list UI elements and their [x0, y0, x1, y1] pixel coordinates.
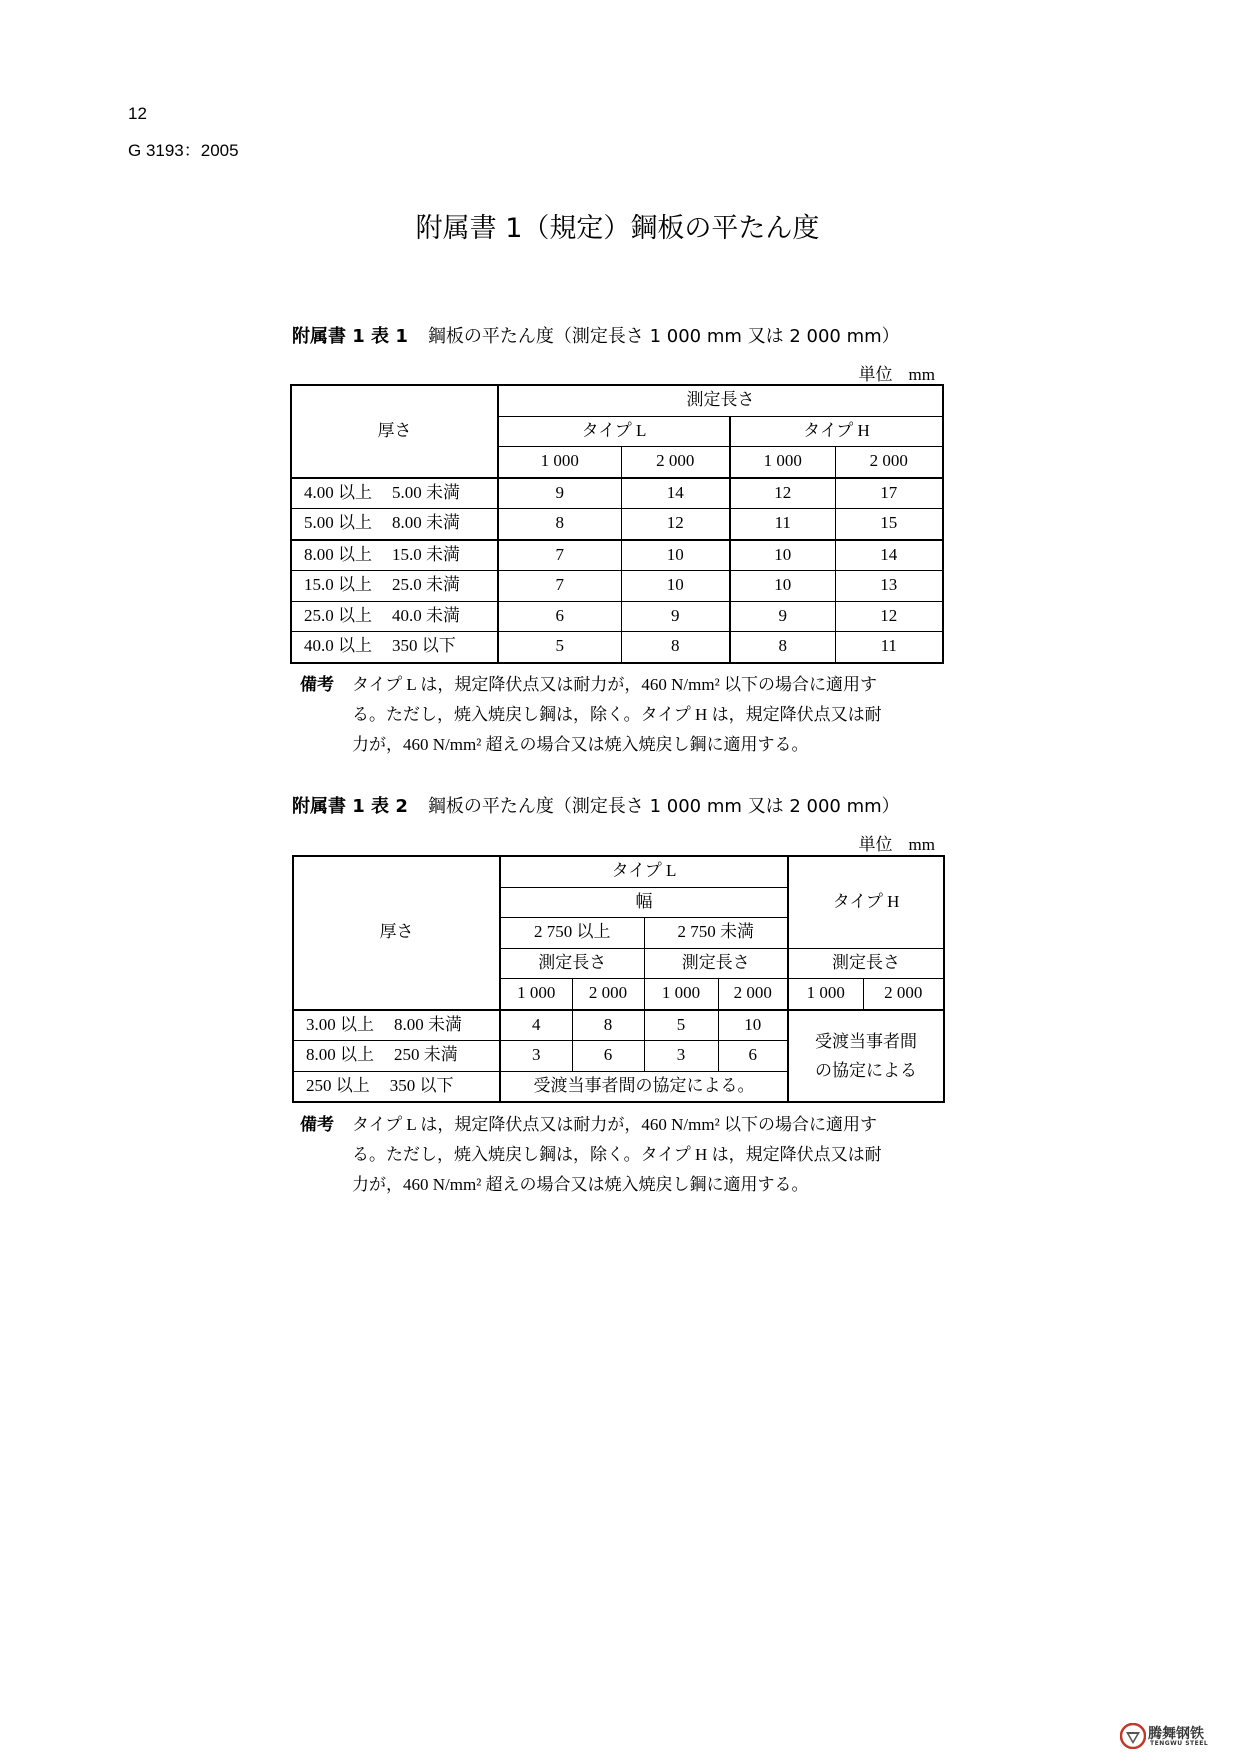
- table1-cell: 7: [498, 540, 621, 571]
- table2-cell: 3: [644, 1041, 718, 1072]
- table1-len-1000-l: 1 000: [498, 447, 621, 478]
- table-row: [291, 478, 943, 509]
- table2-header-width: 幅: [500, 887, 788, 918]
- table1-unit-value: mm: [908, 365, 935, 384]
- table1-cell: 9: [621, 601, 730, 632]
- table2-cell: 5: [644, 1010, 718, 1041]
- table2-thickness-cell: 3.00 以上 8.00 未満: [293, 1010, 500, 1041]
- table1-thickness-cell: 5.00 以上 8.00 未満: [291, 509, 498, 540]
- table1-cell: 12: [730, 478, 835, 509]
- table2-width-ge: 2 750 以上: [500, 918, 644, 949]
- table2-len-2000: 2 000: [863, 979, 944, 1010]
- table1-label: 附属書 1 表 1: [292, 326, 408, 347]
- remark-line: る。ただし，焼入焼戻し鋼は，除く。タイプ H は，規定降伏点又は耐: [352, 1145, 882, 1164]
- table1-thickness-cell: 25.0 以上 40.0 未満: [291, 601, 498, 632]
- table1-cell: 14: [621, 478, 730, 509]
- table1-len-1000-h: 1 000: [730, 447, 835, 478]
- remark-line: る。ただし，焼入焼戻し鋼は，除く。タイプ H は，規定降伏点又は耐: [352, 705, 882, 724]
- table1-cell: 5: [498, 632, 621, 663]
- table1-remark: [300, 670, 940, 760]
- table1-cell: 11: [730, 509, 835, 540]
- table2-measure-h: 測定長さ: [788, 948, 944, 979]
- page-number: 12: [128, 104, 147, 123]
- logo-text-cn: 腾舞钢铁: [1148, 1726, 1204, 1742]
- table-row: [291, 601, 943, 632]
- table-row: [291, 571, 943, 602]
- table2-cell: 8: [572, 1010, 644, 1041]
- table1-cell: 10: [621, 571, 730, 602]
- table1-header-thickness: 厚さ: [291, 385, 498, 478]
- table-row: [293, 1010, 944, 1041]
- table1-thickness-cell: 4.00 以上 5.00 未満: [291, 478, 498, 509]
- table1-caption-text: 鋼板の平たん度（測定長さ 1 000 mm 又は 2 000 mm）: [427, 326, 900, 347]
- table1-header-type-l: タイプ L: [498, 416, 730, 447]
- table1-unit-label: 単位: [858, 365, 893, 384]
- table1-cell: 8: [498, 509, 621, 540]
- table1-cell: 9: [498, 478, 621, 509]
- table1-unit: [859, 360, 935, 385]
- table2-header-type-h: タイプ H: [788, 856, 944, 948]
- table2-len-2000: 2 000: [572, 979, 644, 1010]
- tengwu-logo-icon: [1120, 1723, 1146, 1749]
- annex-title: 附属書 1（規定）鋼板の平たん度: [415, 213, 820, 244]
- remark-line: 力が，460 N/mm² 超えの場合又は焼入焼戻し鋼に適用する。: [352, 1175, 809, 1194]
- table1-cell: 9: [730, 601, 835, 632]
- table2-measure-ge: 測定長さ: [500, 948, 644, 979]
- table2-header-type-l: タイプ L: [500, 856, 788, 887]
- tengwu-steel-logo: [1120, 1723, 1228, 1751]
- table2-type-h-agreement: 受渡当事者間 の協定による: [788, 1010, 944, 1103]
- table1-thickness-cell: 8.00 以上 15.0 未満: [291, 540, 498, 571]
- table2-type-l-agreement: 受渡当事者間の協定による。: [500, 1071, 788, 1102]
- table1-cell: 12: [835, 601, 943, 632]
- table2-remark: [300, 1110, 940, 1200]
- table2-caption: [292, 792, 900, 818]
- table2-unit: [859, 830, 935, 855]
- table1-cell: 10: [730, 540, 835, 571]
- table2-cell: 6: [718, 1041, 788, 1072]
- table2-unit-value: mm: [908, 835, 935, 854]
- table2-cell: 4: [500, 1010, 572, 1041]
- remark-line: タイプ L は，規定降伏点又は耐力が，460 N/mm² 以下の場合に適用す: [352, 1115, 877, 1134]
- table1-cell: 7: [498, 571, 621, 602]
- table1-cell: 8: [621, 632, 730, 663]
- table1-cell: 8: [730, 632, 835, 663]
- table2-len-1000: 1 000: [788, 979, 863, 1010]
- table2-len-1000: 1 000: [500, 979, 572, 1010]
- table1-cell: 15: [835, 509, 943, 540]
- table1-header-measure: 測定長さ: [498, 385, 943, 416]
- table1-remark-label: 備考: [300, 675, 334, 694]
- table2-unit-label: 単位: [858, 835, 893, 854]
- table2-thickness-cell: 250 以上 350 以下: [293, 1071, 500, 1102]
- table1-cell: 10: [730, 571, 835, 602]
- flatness-table-1: [290, 384, 944, 664]
- table2-header-thickness: 厚さ: [293, 856, 500, 1010]
- remark-line: タイプ L は，規定降伏点又は耐力が，460 N/mm² 以下の場合に適用す: [352, 675, 877, 694]
- table2-caption-text: 鋼板の平たん度（測定長さ 1 000 mm 又は 2 000 mm）: [427, 796, 900, 817]
- table2-remark-label: 備考: [300, 1115, 334, 1134]
- table1-cell: 10: [621, 540, 730, 571]
- table2-cell: 3: [500, 1041, 572, 1072]
- table1-thickness-cell: 15.0 以上 25.0 未満: [291, 571, 498, 602]
- table-row: [291, 509, 943, 540]
- table1-header-type-h: タイプ H: [730, 416, 943, 447]
- table1-cell: 13: [835, 571, 943, 602]
- table1-thickness-cell: 40.0 以上 350 以下: [291, 632, 498, 663]
- table2-width-lt: 2 750 未満: [644, 918, 788, 949]
- table1-caption: [292, 322, 900, 348]
- flatness-table-2: [292, 855, 945, 1103]
- table1-cell: 14: [835, 540, 943, 571]
- table1-len-2000-h: 2 000: [835, 447, 943, 478]
- table2-label: 附属書 1 表 2: [292, 796, 408, 817]
- table2-measure-lt: 測定長さ: [644, 948, 788, 979]
- standard-code: G 3193：2005: [128, 141, 239, 160]
- table1-cell: 6: [498, 601, 621, 632]
- table1-cell: 11: [835, 632, 943, 663]
- remark-line: 力が，460 N/mm² 超えの場合又は焼入焼戻し鋼に適用する。: [352, 735, 809, 754]
- table2-thickness-cell: 8.00 以上 250 未満: [293, 1041, 500, 1072]
- table1-cell: 12: [621, 509, 730, 540]
- table2-cell: 6: [572, 1041, 644, 1072]
- logo-text-en: TENGWU STEEL: [1150, 1740, 1209, 1747]
- table-row: [291, 632, 943, 663]
- table-row: [291, 540, 943, 571]
- table2-len-2000: 2 000: [718, 979, 788, 1010]
- table2-len-1000: 1 000: [644, 979, 718, 1010]
- table1-len-2000-l: 2 000: [621, 447, 730, 478]
- table1-cell: 17: [835, 478, 943, 509]
- table2-cell: 10: [718, 1010, 788, 1041]
